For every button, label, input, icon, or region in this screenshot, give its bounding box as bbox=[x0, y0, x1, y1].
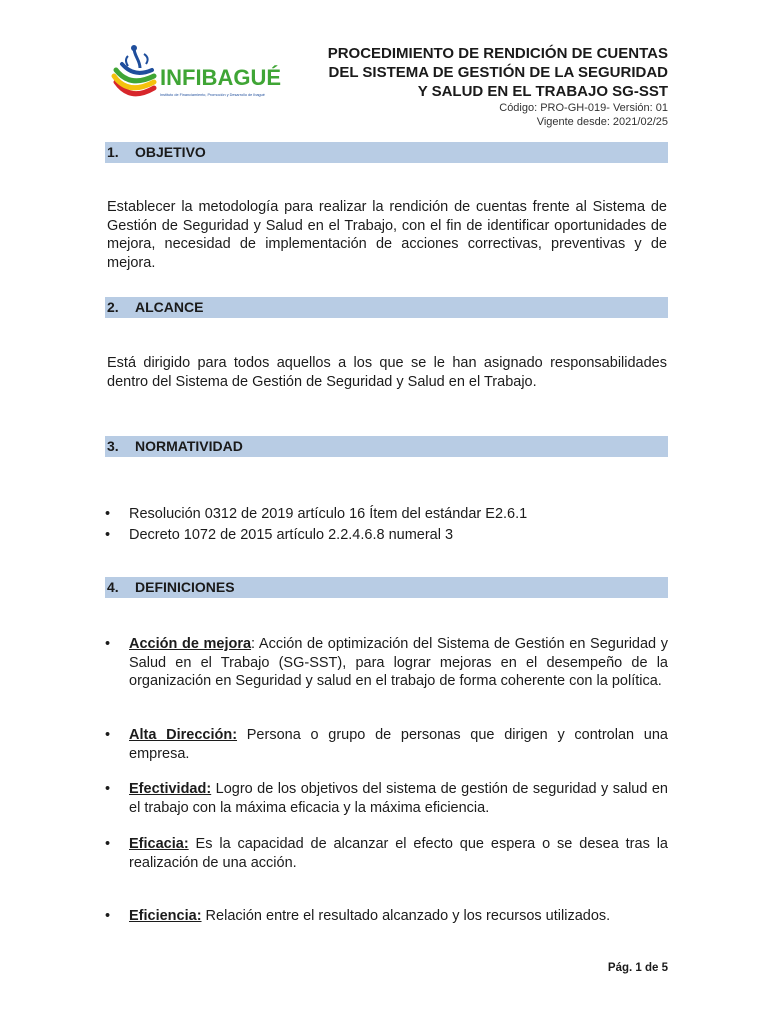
section-heading-definiciones bbox=[105, 577, 668, 598]
section-number: 1. bbox=[107, 144, 119, 160]
definition-term: Eficiencia: bbox=[129, 908, 202, 924]
section-number: 3. bbox=[107, 438, 119, 454]
definition-item bbox=[105, 907, 668, 926]
definition-term: Acción de mejora bbox=[129, 636, 252, 652]
document-title-block bbox=[248, 44, 668, 129]
section-number: 2. bbox=[107, 299, 119, 315]
definition-item bbox=[105, 835, 668, 872]
definition-text: Es la capacidad de alcanzar el efecto que espera o se desea tras la realización de una acción. bbox=[129, 836, 668, 871]
logo-emblem bbox=[114, 45, 154, 94]
section-title: ALCANCE bbox=[135, 299, 204, 315]
alcance-paragraph: Está dirigido para todos aquellos a los que se le han asignado responsabilidades dentro del Sistema de Gestión de Seguridad y Salud en el Trabajo. bbox=[107, 355, 667, 390]
bullet: • bbox=[105, 526, 111, 543]
list-item bbox=[105, 505, 668, 524]
definiciones-list bbox=[105, 726, 668, 763]
definition-text: Logro de los objetivos del sistema de gestión de seguridad y salud en el trabajo con la máxima eficacia y la máxima eficiencia. bbox=[129, 781, 668, 816]
definition-term: Eficacia: bbox=[129, 836, 189, 852]
definiciones-list bbox=[105, 635, 668, 691]
section-title: DEFINICIONES bbox=[135, 579, 235, 595]
bullet: • bbox=[105, 636, 111, 652]
document-valid-date: Vigente desde: 2021/02/25 bbox=[536, 116, 668, 128]
definition-text: Relación entre el resultado alcanzado y los recursos utilizados. bbox=[201, 908, 611, 924]
bullet: • bbox=[105, 836, 111, 852]
logo-tagline: Instituto de Financiamiento, Promoción y Desarrollo de Ibagué bbox=[160, 93, 265, 97]
section-title: NORMATIVIDAD bbox=[135, 438, 243, 454]
document-title-line-2: DEL SISTEMA DE GESTIÓN DE LA SEGURIDAD bbox=[328, 64, 668, 81]
bullet: • bbox=[105, 781, 111, 797]
section-heading-normatividad bbox=[105, 436, 668, 457]
definiciones-list bbox=[105, 907, 668, 926]
definition-item bbox=[105, 635, 668, 691]
document-code: Código: PRO-GH-019- Versión: 01 bbox=[499, 102, 668, 114]
bullet: • bbox=[105, 506, 111, 522]
logo-wordmark: INFIBAGUÉ bbox=[160, 65, 281, 90]
definition-separator: : bbox=[251, 636, 256, 652]
bullet: • bbox=[105, 727, 111, 743]
list-item-text: Decreto 1072 de 2015 artículo 2.2.4.6.8 numeral 3 bbox=[129, 526, 454, 543]
document-title-line-1: PROCEDIMIENTO DE RENDICIÓN DE CUENTAS bbox=[327, 45, 668, 62]
definition-term: Alta Dirección: bbox=[129, 727, 238, 743]
section-heading-alcance bbox=[105, 297, 668, 318]
section-heading-objetivo bbox=[105, 142, 668, 163]
objetivo-paragraph: Establecer la metodología para realizar la rendición de cuentas frente al Sistema de Gestión de Seguridad y Salud en el Trabajo, con el fin de identificar oportunidades de mejora, necesidad de implementación de acciones correctivas, preventivas y de mejora. bbox=[107, 199, 667, 271]
definition-term: Efectividad: bbox=[129, 781, 212, 797]
list-item bbox=[105, 526, 668, 545]
definiciones-list bbox=[105, 835, 668, 872]
list-item-text: Resolución 0312 de 2019 artículo 16 Ítem del estándar E2.6.1 bbox=[129, 506, 528, 522]
definition-text: Persona o grupo de personas que dirigen y controlan una empresa. bbox=[129, 727, 668, 762]
section-number: 4. bbox=[107, 579, 119, 595]
bullet: • bbox=[105, 908, 111, 924]
definition-item bbox=[105, 726, 668, 763]
normatividad-list bbox=[105, 505, 668, 544]
definition-item bbox=[105, 780, 668, 817]
section-title: OBJETIVO bbox=[135, 144, 206, 160]
definition-text: Acción de optimización del Sistema de Gestión en Seguridad y Salud en el Trabajo (SG-SST), para lograr mejoras en el desempeño de la organización en Seguridad y salud en el trabajo de forma coherente con la política. bbox=[129, 636, 668, 689]
document-title-line-3: Y SALUD EN EL TRABAJO SG-SST bbox=[417, 83, 668, 100]
page-number: Pág. 1 de 5 bbox=[607, 962, 668, 974]
definiciones-list bbox=[105, 780, 668, 817]
